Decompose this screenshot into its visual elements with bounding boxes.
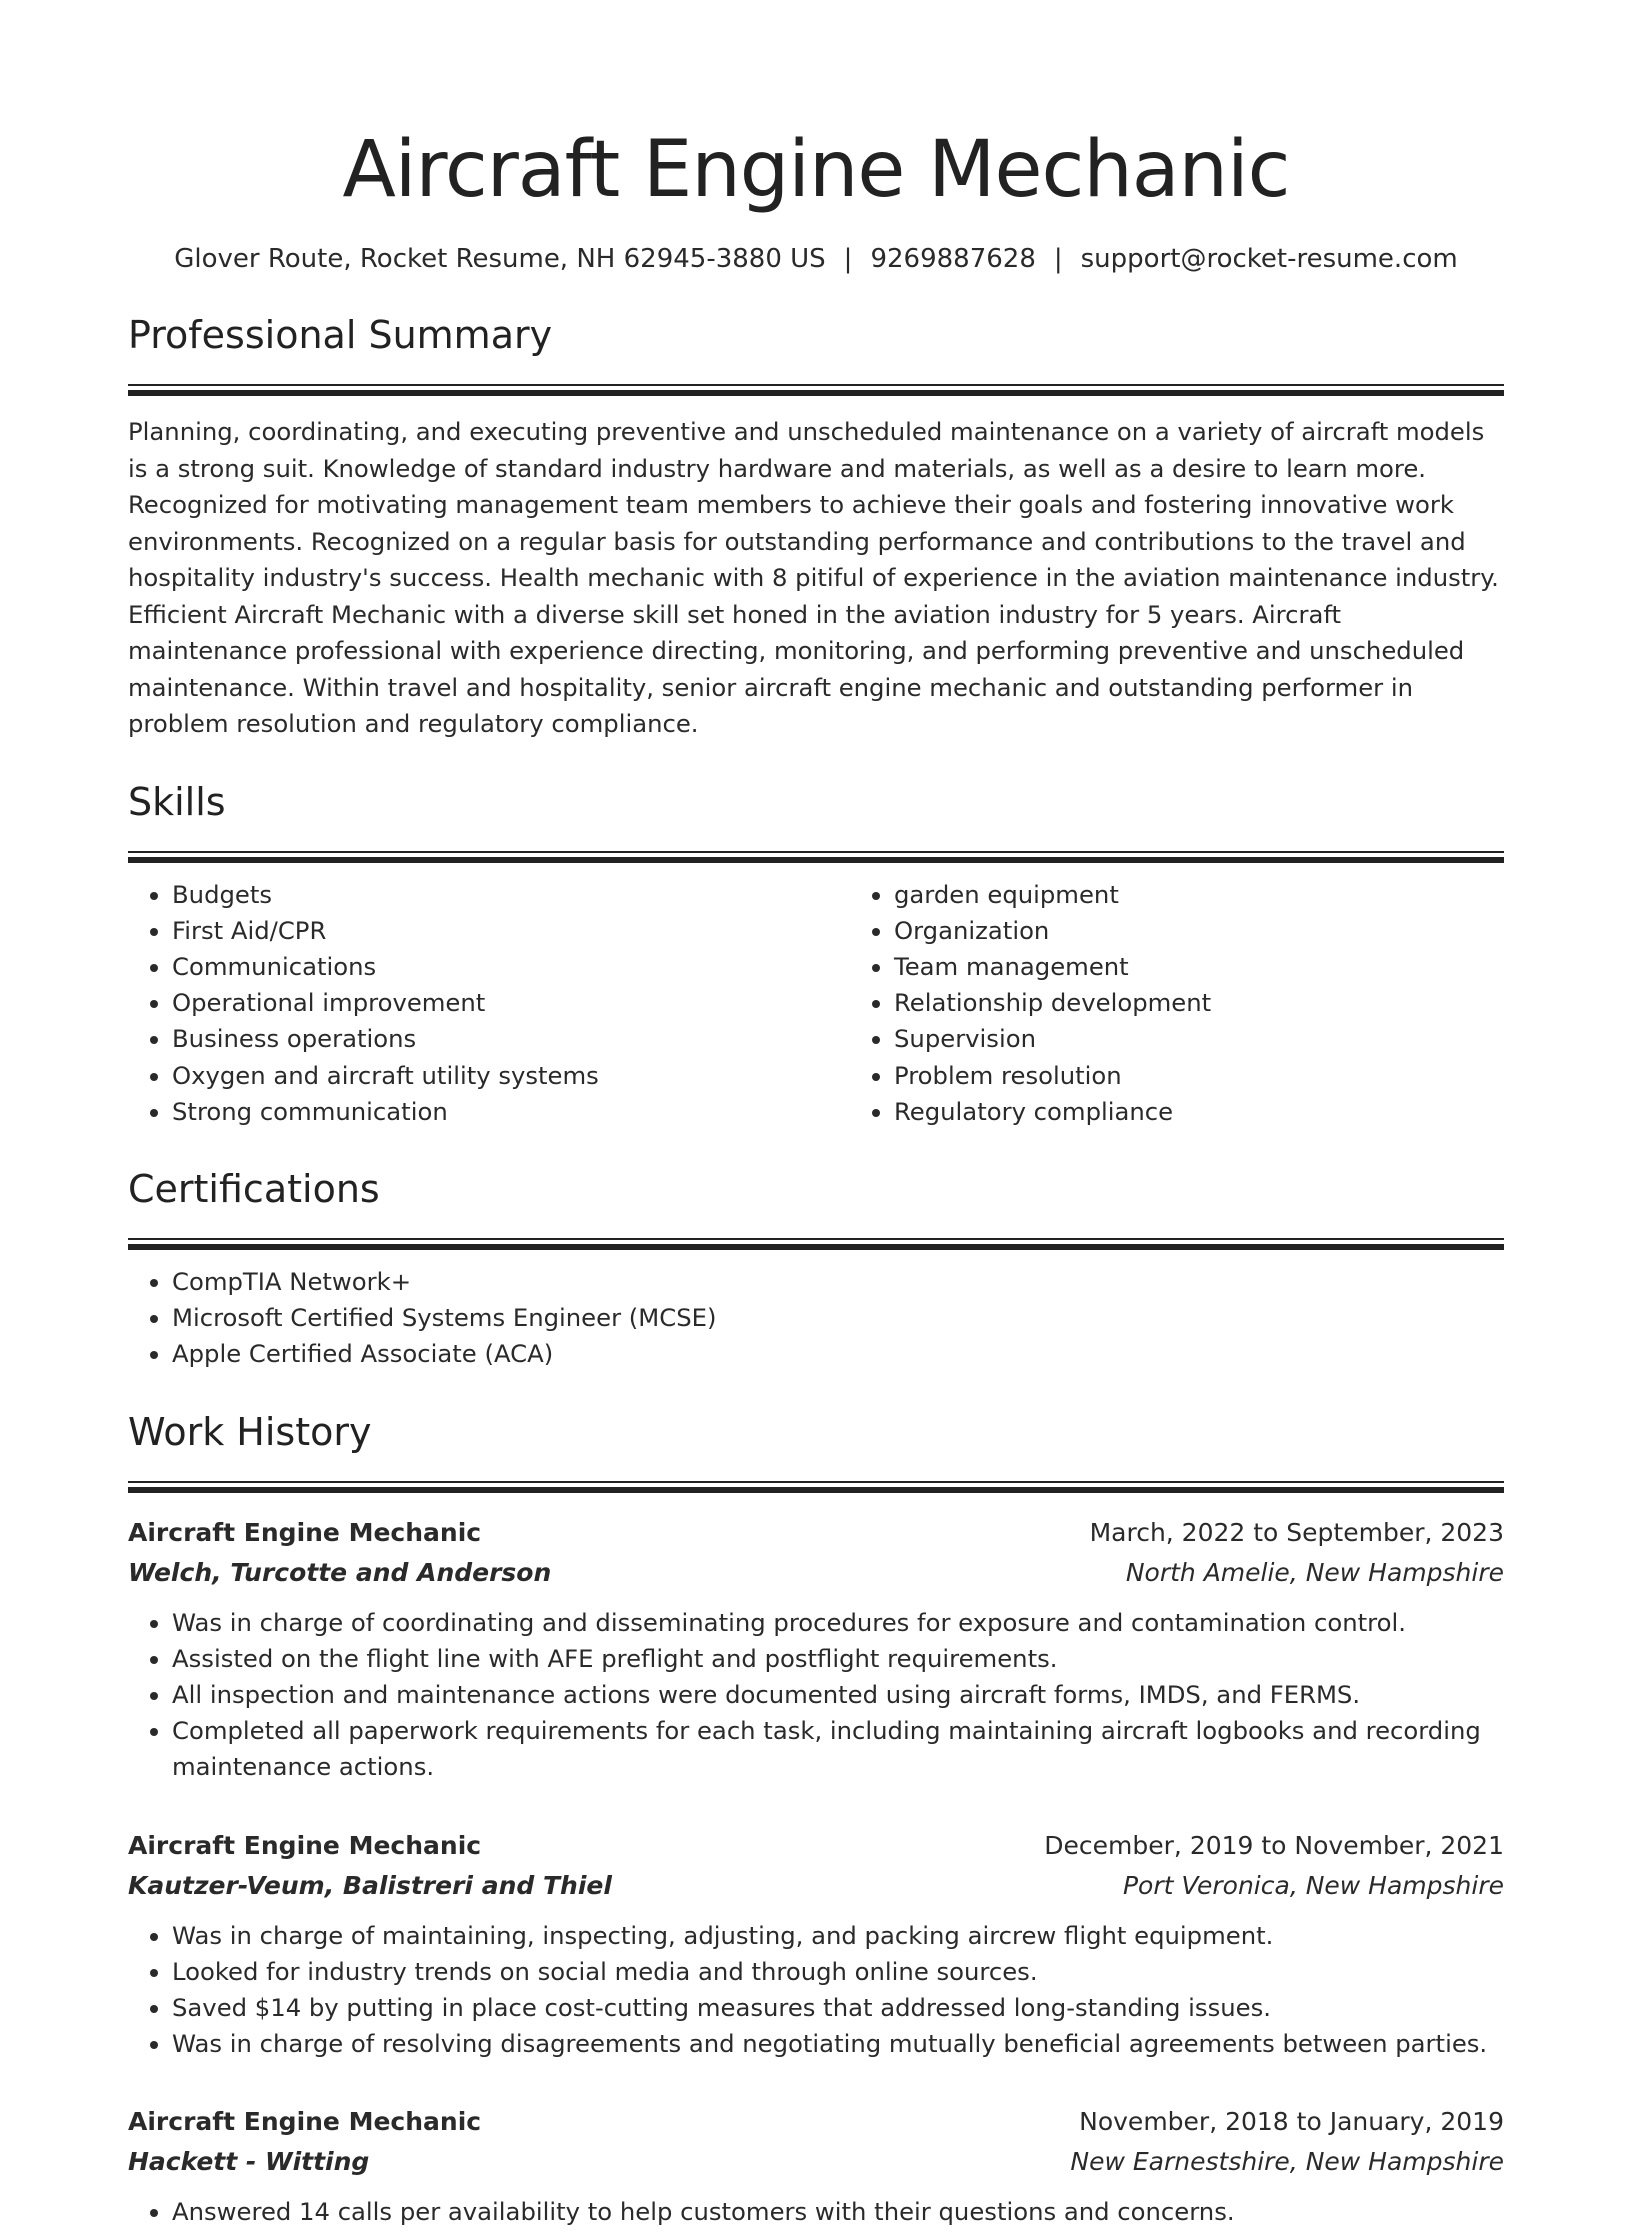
skill-item: • Regulatory compliance: [894, 1094, 1572, 1130]
skill-item: • Operational improvement: [172, 985, 850, 1021]
job-entry: [128, 1826, 1504, 2063]
certifications-heading: Certifications: [128, 1166, 380, 1211]
skill-item: • Strong communication: [172, 1094, 850, 1130]
skills-list-right: [850, 877, 1572, 1130]
skill-item: • Budgets: [172, 877, 850, 913]
job-title: Aircraft Engine Mechanic: [128, 1517, 482, 1547]
summary-section: [128, 312, 1504, 743]
job-dates: March, 2022 to September, 2023: [1089, 1517, 1504, 1547]
contact-email: support@rocket-resume.com: [1080, 244, 1458, 274]
resume-page: [128, 0, 1504, 2231]
job-location: New Earnestshire, New Hampshire: [1070, 2147, 1504, 2177]
skill-item: • First Aid/CPR: [172, 913, 850, 949]
job-company: Kautzer-Veum, Balistreri and Thiel: [128, 1870, 612, 1900]
resume-name: Aircraft Engine Mechanic: [342, 125, 1290, 215]
job-subheader: [128, 1866, 1504, 1906]
job-header: [128, 1513, 1504, 1553]
certification-item: • Apple Certified Associate (ACA): [172, 1336, 1504, 1372]
section-rule: [128, 857, 1504, 863]
skill-item: • Supervision: [894, 1021, 1572, 1057]
contact-separator: |: [843, 244, 853, 274]
section-rule: [128, 1238, 1504, 1240]
job-subheader: [128, 1553, 1504, 1593]
summary-text: Planning, coordinating, and executing preventive and unscheduled maintenance on a variety of aircraft models is a strong suit. Knowledge of standard industry hardware and materials, as well as a desire to learn more. Recognized for motivating management team members to achieve their goals and fostering innovative work environments. Recognized on a regular basis for outstanding performance and contributions to the travel and hospitality industry's success. Health mechanic with 8 pitiful of experience in the aviation maintenance industry. Efficient Aircraft Mechanic with a diverse skill set honed in the aviation industry for 5 years. Aircraft maintenance professional with experience directing, monitoring, and performing preventive and unscheduled maintenance. Within travel and hospitality, senior aircraft engine mechanic and outstanding performer in problem resolution and regulatory compliance.: [128, 417, 1499, 738]
skill-item: • Oxygen and aircraft utility systems: [172, 1058, 850, 1094]
section-rule: [128, 1487, 1504, 1493]
job-dates: November, 2018 to January, 2019: [1079, 2107, 1504, 2137]
job-company: Welch, Turcotte and Anderson: [128, 1557, 552, 1587]
skill-item: • Team management: [894, 949, 1572, 985]
skills-list-left: [128, 877, 850, 1130]
job-entry: [128, 1513, 1504, 1786]
certification-item: • CompTIA Network+: [172, 1264, 1504, 1300]
job-header: [128, 1826, 1504, 1866]
job-title: Aircraft Engine Mechanic: [128, 1830, 482, 1860]
job-title: Aircraft Engine Mechanic: [128, 2107, 482, 2137]
job-bullet: • All inspection and maintenance actions were documented using aircraft forms, IMDS, and FERMS.: [172, 1677, 1504, 1713]
job-bullet: • Assisted on the flight line with AFE preflight and postflight requirements.: [172, 1641, 1504, 1677]
job-location: North Amelie, New Hampshire: [1125, 1557, 1504, 1587]
skill-item: • Organization: [894, 913, 1572, 949]
skill-item: • garden equipment: [894, 877, 1572, 913]
job-header: [128, 2102, 1504, 2142]
section-rule: [128, 384, 1504, 386]
section-rule: [128, 1481, 1504, 1483]
skill-item: • Problem resolution: [894, 1058, 1572, 1094]
skills-section: [128, 779, 1504, 1130]
contact-line: [128, 242, 1504, 276]
certification-item: • Microsoft Certified Systems Engineer (MCSE): [172, 1300, 1504, 1336]
certifications-section: [128, 1166, 1504, 1373]
section-rule: [128, 1244, 1504, 1250]
work-history-section: [128, 1409, 1504, 2231]
skills-heading: Skills: [128, 779, 226, 824]
section-rule: [128, 851, 1504, 853]
contact-separator: |: [1053, 244, 1063, 274]
contact-address: Glover Route, Rocket Resume, NH 62945-3880 US: [174, 244, 826, 274]
job-bullet: • Was in charge of coordinating and disseminating procedures for exposure and contamination control.: [172, 1605, 1504, 1641]
skill-item: • Relationship development: [894, 985, 1572, 1021]
contact-phone: 9269887628: [870, 244, 1036, 274]
job-bullet: • Was in charge of maintaining, inspecting, adjusting, and packing aircrew flight equipment.: [172, 1918, 1504, 1954]
section-rule: [128, 390, 1504, 396]
job-bullets: [128, 1605, 1504, 1786]
job-location: Port Veronica, New Hampshire: [1122, 1870, 1504, 1900]
job-entry: [128, 2102, 1504, 2230]
skill-item: • Business operations: [172, 1021, 850, 1057]
job-bullet: • Looked for industry trends on social media and through online sources.: [172, 1954, 1504, 1990]
job-bullet: • Was in charge of resolving disagreements and negotiating mutually beneficial agreements between parties.: [172, 2026, 1504, 2062]
job-bullets: [128, 2194, 1504, 2230]
skill-item: • Communications: [172, 949, 850, 985]
work-history-heading: Work History: [128, 1409, 372, 1454]
job-bullets: [128, 1918, 1504, 2063]
job-dates: December, 2019 to November, 2021: [1044, 1830, 1504, 1860]
skills-columns: [128, 877, 1504, 1130]
job-subheader: [128, 2142, 1504, 2182]
job-company: Hackett - Witting: [128, 2147, 370, 2177]
job-bullet: • Saved $14 by putting in place cost-cutting measures that addressed long-standing issues.: [172, 1990, 1504, 2026]
job-bullet: • Answered 14 calls per availability to help customers with their questions and concerns.: [172, 2194, 1504, 2230]
summary-heading: Professional Summary: [128, 313, 553, 357]
certifications-list: [128, 1264, 1504, 1373]
job-bullet: • Completed all paperwork requirements for each task, including maintaining aircraft logbooks and recording maintenance actions.: [172, 1713, 1504, 1785]
